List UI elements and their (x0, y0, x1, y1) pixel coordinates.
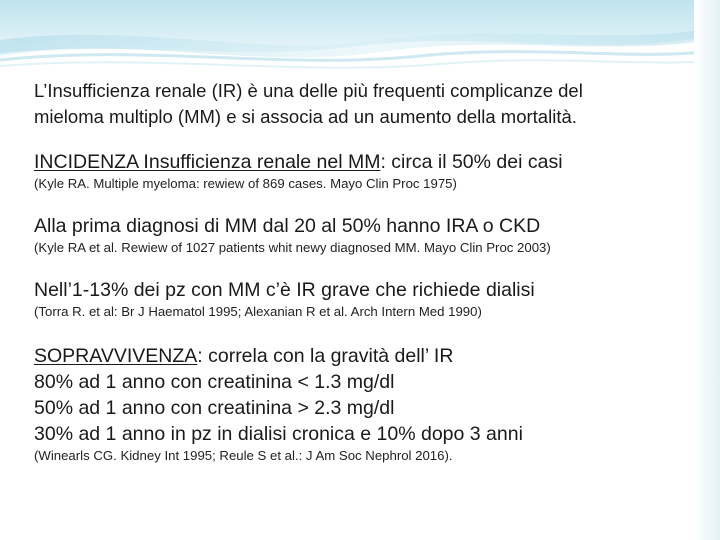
intro-line-1: L’Insufficienza renale (IR) è una delle più frequenti complicanze del (34, 80, 583, 101)
incidence-label: INCIDENZA Insufficienza renale nel MM (34, 151, 381, 173)
dialysis-heading: Nell’1-13% dei pz con MM c’è IR grave che richiede dialisi (34, 279, 535, 301)
dialysis-reference: (Torra R. et al: Br J Haematol 1995; Alexanian R et al. Arch Intern Med 1990) (34, 304, 482, 319)
header-wave-band (0, 0, 720, 82)
survival-label: SOPRAVVIVENZA (34, 345, 198, 367)
survival-item-1: 80% ad 1 anno con creatinina < 1.3 mg/dl (34, 371, 395, 393)
incidence-heading (34, 149, 694, 175)
slide-content (34, 78, 694, 465)
intro-paragraph (34, 78, 694, 130)
right-frame-shade (694, 0, 720, 540)
survival-reference: (Winearls CG. Kidney Int 1995; Reule S et al.: J Am Soc Nephrol 2016). (34, 448, 453, 463)
survival-heading (34, 343, 694, 369)
diagnosis-section (34, 213, 694, 257)
survival-item-3: 30% ad 1 anno in pz in dialisi cronica e 10% dopo 3 anni (34, 423, 523, 445)
incidence-section (34, 149, 694, 193)
diagnosis-heading: Alla prima diagnosi di MM dal 20 al 50% hanno IRA o CKD (34, 215, 541, 237)
header-wave-graphic (0, 0, 720, 82)
incidence-text: : circa il 50% dei casi (380, 151, 563, 173)
incidence-reference: (Kyle RA. Multiple myeloma: rewiew of 869 cases. Mayo Clin Proc 1975) (34, 176, 457, 191)
intro-line-2: mieloma multiplo (MM) e si associa ad un aumento della mortalità. (34, 106, 577, 127)
dialysis-section (34, 277, 694, 321)
diagnosis-reference: (Kyle RA et al. Rewiew of 1027 patients whit newy diagnosed MM. Mayo Clin Proc 2003) (34, 240, 551, 255)
survival-text: : correla con la gravità dell’ IR (197, 345, 454, 367)
survival-item-2: 50% ad 1 anno con creatinina > 2.3 mg/dl (34, 397, 395, 419)
survival-section (34, 343, 694, 465)
